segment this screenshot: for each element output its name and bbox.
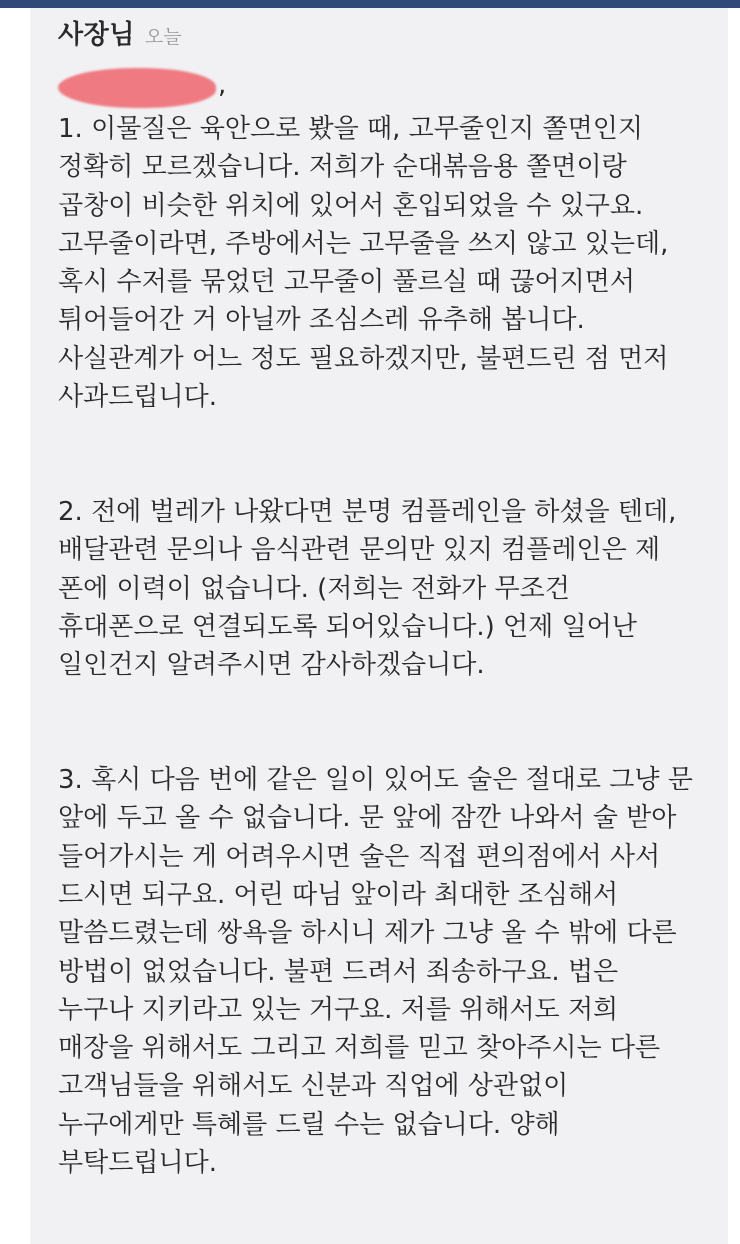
reply-line: 정확히 모르겠습니다. 저희가 순대볶음용 쫄면이랑	[58, 152, 627, 183]
reply-line: 일인건지 알려주시면 감사하겠습니다.	[58, 650, 485, 681]
reply-line: 사실관계가 어느 정도 필요하겠지만, 불편드린 점 먼저	[58, 343, 669, 374]
reply-line: 2. 전에 벌레가 나왔다면 분명 컴플레인을 하셨을 텐데,	[58, 496, 677, 527]
reply-date: 오늘	[144, 26, 182, 48]
owner-reply-card	[30, 8, 728, 1244]
reply-line: 혹시 수저를 묶었던 고무줄이 풀르실 때 끊어지면서	[58, 267, 636, 298]
reply-line: 폰에 이력이 없습니다. (저희는 전화가 무조건	[58, 573, 570, 604]
reply-line: 고무줄이라면, 주방에서는 고무줄을 쓰지 않고 있는데,	[58, 228, 669, 259]
right-margin	[728, 8, 740, 1244]
reply-line: 고객님들을 위해서도 신분과 직업에 상관없이	[58, 1071, 569, 1102]
reply-line: 말씀드렸는데 쌍욕을 하시니 제가 그냥 올 수 밖에 다른	[58, 918, 677, 949]
reply-line: 사과드립니다.	[58, 382, 217, 413]
reply-body	[58, 110, 726, 1182]
top-bar	[0, 0, 740, 8]
reply-line: 앞에 두고 올 수 없습니다. 문 앞에 잠깐 나와서 술 받아	[58, 803, 677, 834]
reply-line: 매장을 위해서도 그리고 저희를 믿고 찾아주시는 다른	[58, 1033, 661, 1064]
greeting-line	[58, 66, 238, 110]
left-margin	[0, 8, 30, 1244]
reply-line: 누구나 지키라고 있는 거구요. 저를 위해서도 저희	[58, 994, 619, 1025]
reply-line: 휴대폰으로 연결되도록 되어있습니다.) 언제 일어난	[58, 611, 637, 642]
reply-line: 들어가시는 게 어려우시면 술은 직접 편의점에서 사서	[58, 841, 661, 872]
reply-author: 사장님	[58, 20, 135, 50]
reply-line: 1. 이물질은 육안으로 봤을 때, 고무줄인지 쫄면인지	[58, 114, 643, 144]
reply-line: 3. 혹시 다음 번에 같은 일이 있어도 술은 절대로 그냥 문	[58, 765, 693, 796]
reply-line: 누구에게만 특혜를 드릴 수는 없습니다. 양해	[58, 1109, 560, 1140]
reply-line: 방법이 없었습니다. 불편 드려서 죄송하구요. 법은	[58, 956, 619, 987]
greeting-suffix: ,	[218, 70, 227, 100]
redacted-name-mark	[58, 68, 216, 108]
reply-line: 튀어들어간 거 아닐까 조심스레 유추해 봅니다.	[58, 305, 585, 336]
reply-line: 부탁드립니다.	[58, 1148, 217, 1179]
reply-header	[58, 14, 182, 54]
reply-line: 곱창이 비슷한 위치에 있어서 혼입되었을 수 있구요.	[58, 190, 644, 221]
paragraph-gap	[58, 416, 726, 493]
paragraph-gap	[58, 684, 726, 761]
reply-line: 배달관련 문의나 음식관련 문의만 있지 컴플레인은 제	[58, 535, 661, 566]
reply-line: 드시면 되구요. 어린 따님 앞이라 최대한 조심해서	[58, 879, 619, 910]
